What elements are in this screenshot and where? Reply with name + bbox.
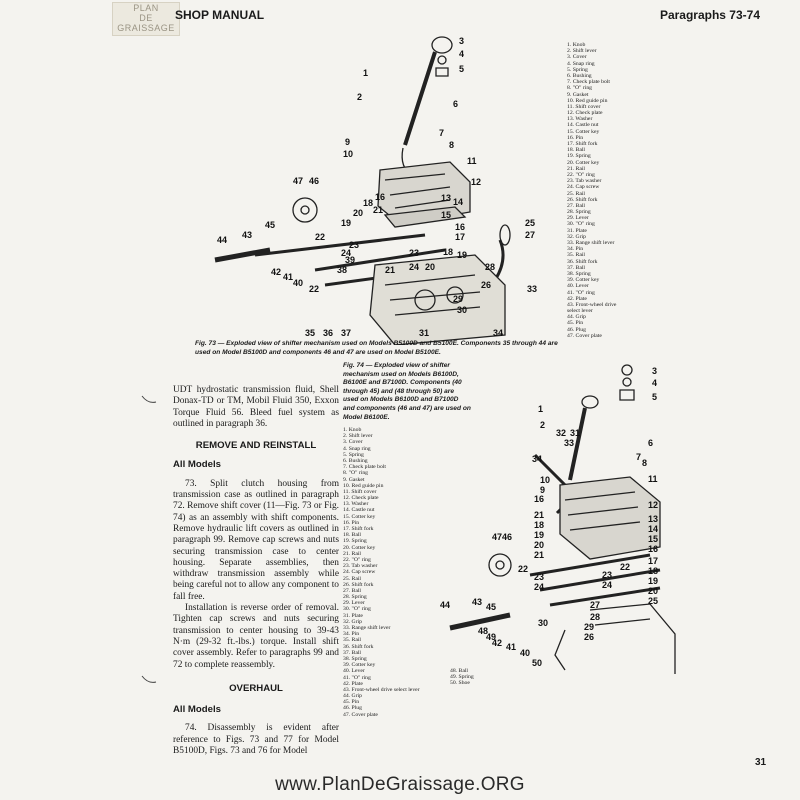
svg-text:33: 33: [527, 284, 538, 294]
svg-text:14: 14: [648, 524, 659, 534]
svg-text:31: 31: [419, 328, 430, 338]
svg-text:26: 26: [481, 280, 492, 290]
svg-text:34: 34: [493, 328, 504, 338]
legend-item: 8. "O" ring: [567, 85, 593, 92]
shift-lever-part: [405, 52, 435, 145]
svg-text:6: 6: [648, 438, 654, 448]
legend-item: 31. Plate: [567, 227, 587, 234]
legend-item: 47. Cover plate: [567, 332, 602, 339]
watermark-logo: PLAN DE GRAISSAGE: [112, 2, 180, 36]
svg-text:28: 28: [485, 262, 496, 272]
legend-item: 3. Cover: [567, 54, 587, 61]
svg-text:12: 12: [648, 500, 659, 510]
svg-text:23: 23: [349, 240, 360, 250]
svg-text:5: 5: [652, 392, 658, 402]
legend-item: 27. Ball: [567, 202, 586, 209]
legend-item: 47. Cover plate: [343, 711, 378, 718]
svg-text:46: 46: [502, 532, 513, 542]
legend-item: 37. Ball: [343, 649, 362, 656]
svg-text:25: 25: [648, 596, 659, 606]
legend-item: 7. Check plate bolt: [567, 79, 610, 86]
legend-item: 37. Ball: [567, 264, 586, 271]
legend-item: 3. Cover: [343, 439, 363, 446]
svg-text:23: 23: [602, 570, 613, 580]
legend-item: select lever: [567, 308, 593, 315]
svg-text:18: 18: [443, 247, 454, 257]
legend-item: 9. Gasket: [567, 91, 589, 98]
svg-text:22: 22: [620, 562, 631, 572]
footer-url: www.PlanDeGraissage.ORG: [275, 774, 525, 795]
svg-text:22: 22: [518, 564, 529, 574]
legend-item: 7. Check plate bolt: [343, 464, 386, 471]
legend-item: 34. Pin: [567, 246, 584, 253]
legend-item: 2. Shift lever: [343, 433, 373, 440]
svg-text:21: 21: [534, 510, 545, 520]
legend-item: 29. Lever: [567, 215, 589, 222]
legend-item: 36. Shift fork: [343, 643, 374, 650]
svg-text:17: 17: [455, 232, 466, 242]
legend-item: 28. Spring: [343, 594, 367, 601]
svg-text:18: 18: [534, 520, 545, 530]
legend-item: 32. Grip: [343, 618, 362, 625]
svg-text:50: 50: [532, 658, 543, 668]
legend-item: 42. Plate: [567, 295, 587, 302]
fig74-drawing: [420, 360, 685, 680]
svg-text:45: 45: [265, 220, 276, 230]
legend-item: 46. Plug: [567, 326, 586, 333]
svg-text:24: 24: [341, 248, 352, 258]
legend-item: 11. Shift cover: [567, 103, 601, 110]
legend-item: 40. Lever: [343, 668, 365, 675]
svg-text:2: 2: [357, 92, 363, 102]
subheading-all-models-2: All Models: [173, 704, 221, 716]
svg-text:14: 14: [453, 197, 464, 207]
svg-text:8: 8: [449, 140, 455, 150]
svg-text:44: 44: [217, 235, 228, 245]
svg-text:5: 5: [459, 64, 465, 74]
legend-item: 12. Check plate: [567, 110, 603, 117]
legend-item: 41. "O" ring: [343, 674, 371, 681]
legend-item: 32. Grip: [567, 233, 586, 240]
legend-item: 27. Ball: [343, 587, 362, 594]
legend-item: 43. Front-wheel drive: [567, 301, 617, 308]
svg-text:6: 6: [453, 99, 459, 109]
legend-item: 43. Front-wheel drive select lever: [343, 686, 420, 693]
legend-item: 10. Red guide pin: [567, 97, 608, 104]
svg-text:30: 30: [538, 618, 549, 628]
legend-item: 8. "O" ring: [343, 470, 369, 477]
svg-text:24: 24: [409, 262, 420, 272]
svg-text:7: 7: [636, 452, 642, 462]
svg-text:19: 19: [648, 576, 659, 586]
svg-text:41: 41: [283, 272, 294, 282]
svg-text:10: 10: [540, 475, 551, 485]
knob-part: [432, 37, 452, 53]
svg-text:21: 21: [373, 205, 384, 215]
svg-text:49: 49: [486, 632, 497, 642]
svg-text:41: 41: [506, 642, 517, 652]
svg-text:11: 11: [648, 474, 658, 484]
svg-text:16: 16: [375, 192, 386, 202]
legend-item: 9. Gasket: [343, 476, 365, 483]
legend-item: 34. Pin: [343, 631, 360, 638]
paragraph-73: 73. Split clutch housing from transmission case as outlined in paragraph 72. Remove shift cover (11—Fig. 73 or Fig. 74) as an assembly with shift components. Remove hydraulic lift covers as outlined in paragraph 99. Remove cap screws and nuts securing transmission case to center housing. Separate assemblies, then withdraw transmission assembly while being careful not to allow any component to fall free.: [173, 478, 339, 602]
svg-text:1: 1: [363, 68, 369, 78]
svg-text:21: 21: [385, 265, 396, 275]
legend-item: 14. Castle nut: [343, 507, 375, 514]
svg-text:21: 21: [534, 550, 545, 560]
legend-item: 24. Cap screw: [343, 569, 376, 576]
svg-text:28: 28: [590, 612, 601, 622]
legend-item: 2. Shift lever: [567, 48, 597, 55]
legend-item: 11. Shift cover: [343, 488, 377, 495]
legend-item: 38. Spring: [567, 270, 591, 277]
svg-text:2: 2: [540, 420, 546, 430]
svg-text:29: 29: [584, 622, 595, 632]
svg-text:18: 18: [363, 198, 374, 208]
legend-item: 24. Cap screw: [567, 184, 600, 191]
legend-item: 17. Shift fork: [567, 141, 598, 147]
svg-text:18: 18: [648, 566, 659, 576]
svg-text:31: 31: [570, 428, 581, 438]
legend-item: 50. Shoe: [450, 680, 470, 687]
svg-text:25: 25: [525, 218, 536, 228]
legend-item: 5. Spring: [567, 66, 588, 73]
svg-text:36: 36: [323, 328, 334, 338]
legend-item: 17. Shift fork: [343, 526, 374, 532]
svg-text:38: 38: [337, 265, 348, 275]
svg-text:30: 30: [457, 305, 468, 315]
svg-text:7: 7: [439, 128, 445, 138]
legend-item: 18. Ball: [567, 147, 586, 154]
legend-item: 23. Tab washer: [567, 178, 602, 185]
svg-text:9: 9: [345, 137, 351, 147]
legend-item: 40. Lever: [567, 283, 589, 290]
legend-item: 20. Cotter key: [567, 159, 600, 166]
section-heading-remove: REMOVE AND REINSTALL: [195, 440, 317, 452]
svg-text:20: 20: [648, 586, 659, 596]
legend-item: 42. Plate: [343, 680, 363, 687]
svg-text:15: 15: [441, 210, 452, 220]
svg-text:20: 20: [534, 540, 545, 550]
svg-text:43: 43: [472, 597, 483, 607]
legend-item: 14. Castle nut: [567, 122, 599, 129]
legend-item: 29. Lever: [343, 600, 365, 607]
legend-item: 44. Grip: [343, 693, 362, 700]
paragraph-73-install: Installation is reverse order of removal. Tighten cap screws and nuts securing transmission to center housing to 39-43 N·m (29-32 ft.-lbs.) torque. Install shift cover assembly. Refer to paragraphs 99 and 72 to complete reassembly.: [173, 603, 339, 670]
svg-text:43: 43: [242, 230, 253, 240]
legend-item: 22. "O" ring: [567, 171, 595, 178]
svg-text:22: 22: [309, 284, 320, 294]
legend-item: 35. Rail: [567, 252, 586, 259]
legend-item: 6. Bushing: [343, 457, 368, 464]
legend-item: 49. Spring: [450, 674, 474, 681]
svg-text:42: 42: [492, 638, 503, 648]
svg-text:4: 4: [459, 49, 465, 59]
svg-text:40: 40: [520, 648, 531, 658]
legend-item: 6. Bushing: [567, 72, 592, 79]
legend-item: 19. Spring: [343, 538, 367, 545]
legend-item: 41. "O" ring: [567, 289, 595, 296]
section-heading-overhaul: OVERHAUL: [229, 682, 283, 694]
legend-item: 48. Ball: [450, 668, 469, 674]
legend-item: 23. Tab washer: [343, 563, 378, 570]
legend-item: 18. Ball: [343, 532, 362, 539]
legend-item: 13. Washer: [343, 501, 369, 508]
legend-item: 26. Shift fork: [343, 581, 374, 588]
legend-item: 28. Spring: [567, 209, 591, 216]
header-paragraphs: Paragraphs 73-74: [659, 8, 760, 22]
svg-text:32: 32: [556, 428, 567, 438]
svg-text:13: 13: [441, 193, 452, 203]
svg-text:17: 17: [648, 556, 659, 566]
svg-text:35: 35: [305, 328, 316, 338]
fig73-legend: [567, 42, 616, 339]
svg-text:3: 3: [652, 366, 658, 376]
legend-item: 1. Knob: [343, 427, 362, 433]
svg-text:12: 12: [471, 177, 482, 187]
legend-item: 33. Range shift lever: [567, 240, 615, 246]
svg-text:23: 23: [534, 572, 545, 582]
svg-text:8: 8: [642, 458, 648, 468]
legend-item: 31. Plate: [343, 612, 363, 619]
svg-text:29: 29: [453, 294, 464, 304]
legend-item: 15. Cotter key: [343, 513, 376, 520]
svg-text:16: 16: [455, 222, 466, 232]
paragraph-74: 74. Disassembly is evident after reference to Figs. 73 and 77 for Model B5100D, Figs. 73 and 76 for Model: [173, 723, 339, 757]
svg-text:19: 19: [534, 530, 545, 540]
svg-text:47: 47: [293, 176, 304, 186]
scan-mark: [140, 670, 160, 690]
legend-item: 39. Cotter key: [567, 277, 600, 284]
page-number: 31: [755, 757, 767, 768]
svg-text:16: 16: [534, 494, 545, 504]
svg-text:23: 23: [409, 248, 420, 258]
svg-text:40: 40: [293, 278, 304, 288]
body-column: [173, 385, 339, 757]
svg-text:10: 10: [343, 149, 354, 159]
svg-text:20: 20: [425, 262, 436, 272]
svg-text:22: 22: [315, 232, 326, 242]
legend-item: 4. Snap ring: [343, 445, 371, 452]
svg-text:24: 24: [534, 582, 545, 592]
svg-text:11: 11: [467, 156, 477, 166]
svg-text:9: 9: [540, 485, 546, 495]
legend-item: 30. "O" ring: [343, 606, 371, 613]
svg-text:1: 1: [538, 404, 544, 414]
legend-item: 45. Pin: [567, 320, 584, 327]
fig73-caption: Fig. 73 — Exploded view of shifter mechanism used on Models B5100D and B5100E. Components 35 through 44 are used on Model B5100D and components 46 and 47 are used on Model B5100E.: [195, 340, 558, 356]
legend-item: 16. Pin: [567, 134, 584, 141]
legend-item: 44. Grip: [567, 314, 586, 321]
svg-text:27: 27: [525, 230, 536, 240]
fig73-drawing: [195, 30, 540, 345]
svg-text:44: 44: [440, 600, 451, 610]
legend-item: 39. Cotter key: [343, 662, 376, 669]
svg-text:19: 19: [457, 250, 468, 260]
legend-item: 19. Spring: [567, 153, 591, 160]
intro-paragraph: UDT hydrostatic transmission fluid, Shell Donax-TD or TM, Mobil Fluid 350, Exxon Torque Fluid 56. Bleed fuel system as outlined in paragraph 36.: [173, 385, 339, 429]
svg-text:37: 37: [341, 328, 352, 338]
legend-item: 35. Rail: [343, 637, 362, 644]
svg-text:33: 33: [564, 438, 575, 448]
svg-text:48: 48: [478, 626, 489, 636]
legend-item: 1. Knob: [567, 42, 586, 48]
legend-item: 36. Shift fork: [567, 258, 598, 265]
legend-item: 46. Plug: [343, 705, 362, 712]
fig74-caption: Fig. 74 — Exploded view of shifter mechanism used on Models B6100D, B6100E and B7100D. Components (40 through 45) and (48 through 50) are used on Models B6100D and B7100D and components (46 and 47) are used on Model B6100E.: [343, 362, 471, 421]
legend-item: 21. Rail: [567, 165, 586, 172]
legend-item: 25. Rail: [567, 190, 586, 197]
legend-item: 16. Pin: [343, 519, 360, 526]
svg-text:20: 20: [353, 208, 364, 218]
svg-text:39: 39: [345, 255, 356, 265]
svg-text:27: 27: [590, 600, 601, 610]
svg-text:42: 42: [271, 267, 282, 277]
legend-item: 10. Red guide pin: [343, 482, 384, 489]
legend-item: 45. Pin: [343, 699, 360, 706]
legend-item: 21. Rail: [343, 550, 362, 557]
legend-item: 5. Spring: [343, 451, 364, 458]
svg-text:34: 34: [532, 454, 543, 464]
subheading-all-models: All Models: [173, 459, 221, 471]
svg-text:47: 47: [492, 532, 503, 542]
legend-item: 4. Snap ring: [567, 60, 595, 67]
fig74-legend: [343, 427, 420, 718]
legend-item: 30. "O" ring: [567, 221, 595, 228]
svg-text:16: 16: [648, 544, 659, 554]
svg-text:3: 3: [459, 36, 465, 46]
legend-item: 15. Cotter key: [567, 128, 600, 135]
legend-item: 20. Cotter key: [343, 544, 376, 551]
svg-text:19: 19: [341, 218, 352, 228]
legend-item: 38. Spring: [343, 655, 367, 662]
legend-item: 25. Rail: [343, 575, 362, 582]
svg-text:45: 45: [486, 602, 497, 612]
legend-item: 33. Range shift lever: [343, 625, 391, 631]
scan-mark: [140, 390, 160, 410]
svg-text:46: 46: [309, 176, 320, 186]
legend-item: 13. Washer: [567, 116, 593, 123]
svg-text:24: 24: [602, 580, 613, 590]
svg-text:15: 15: [648, 534, 659, 544]
svg-text:13: 13: [648, 514, 659, 524]
header-title: SHOP MANUAL: [175, 8, 265, 22]
legend-item: 12. Check plate: [343, 495, 379, 502]
svg-text:26: 26: [584, 632, 595, 642]
legend-item: 26. Shift fork: [567, 196, 598, 203]
legend-item: 22. "O" ring: [343, 556, 371, 563]
svg-text:4: 4: [652, 378, 658, 388]
